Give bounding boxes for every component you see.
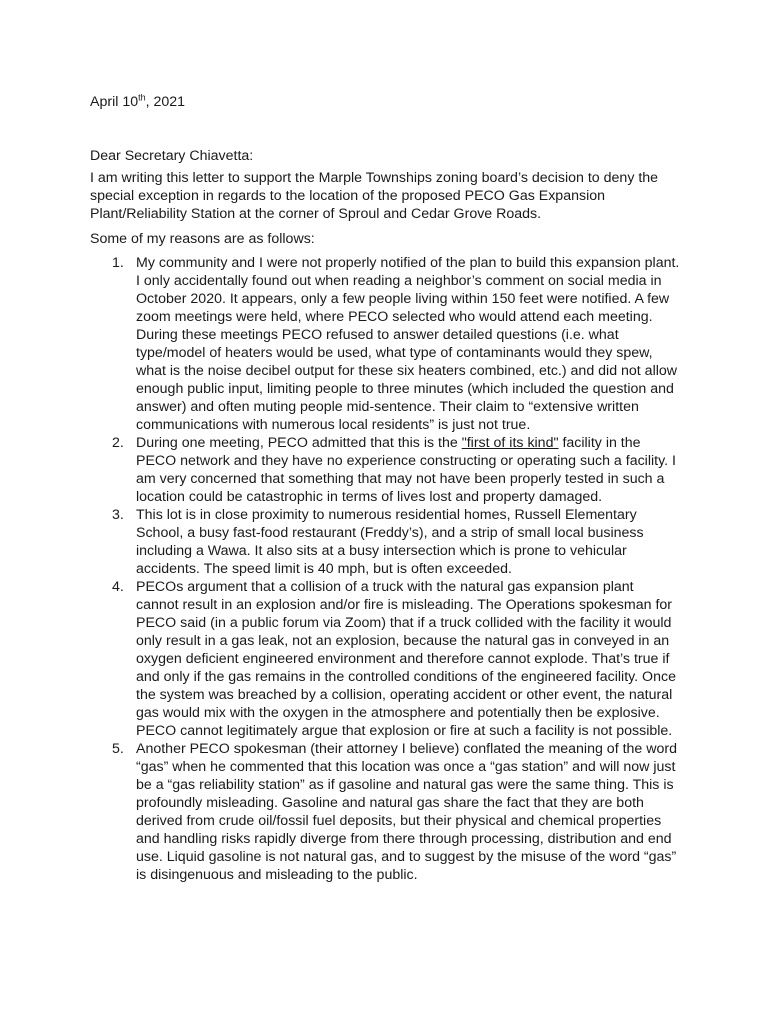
reason-text-after: facility in the PECO network and they have no experience constructing or operating such a facility. I am very concerned that something that may not have been properly tested in such a location could be catastrophic in terms of lives lost and property damaged.: [136, 435, 676, 505]
reason-item-4: [112, 578, 680, 740]
reason-text: This lot is in close proximity to numerous residential homes, Russell Elementary School, a busy fast-food restaurant (Freddy’s), and a strip of small local business including a Wawa. It also sits at a busy intersection which is prone to vehicular accidents. The speed limit is 40 mph, but is often exceeded.: [136, 507, 644, 577]
reason-number: 1.: [112, 255, 124, 271]
reason-text: Another PECO spokesman (their attorney I believe) conflated the meaning of the word “gas” when he commented that this location was once a “gas station” and will now just be a “gas reliability station” as if gasoline and natural gas were the same thing. This is profoundly misleading. Gasoline and natural gas share the fact that they are both derived from crude oil/fossil fuel deposits, but their physical and chemical properties and handling risks rapidly diverge from there through processing, distribution and end use. Liquid gasoline is not natural gas, and to suggest by the misuse of the word “gas” is disingenuous and misleading to the public.: [136, 741, 677, 883]
letter-page: [90, 93, 680, 884]
reason-item-3: [112, 506, 680, 578]
reason-text: My community and I were not properly notified of the plan to build this expansion plant. I only accidentally found out when reading a neighbor’s comment on social media in October 2020. It appears, only a few people living within 150 feet were notified. A few zoom meetings were held, where PECO selected who would attend each meeting. During these meetings PECO refused to answer detailed questions (i.e. what type/model of heaters would be used, what type of contaminants would they spew, what is the noise decibel output for these six heaters combined, etc.) and did not allow enough public input, limiting people to three minutes (which included the question and answer) and often muting people mid-sentence. Their claim to “extensive written communications with numerous local residents” is just not true.: [136, 255, 680, 433]
intro-paragraph: I am writing this letter to support the Marple Townships zoning board’s decision to deny the special exception in regards to the location of the proposed PECO Gas Expansion Plant/Reliability Station at the corner of Sproul and Cedar Grove Roads.: [90, 170, 659, 222]
date-prefix: April 10: [90, 94, 139, 110]
reason-text-underlined: "first of its kind": [461, 435, 559, 451]
reason-item-2: [112, 434, 680, 506]
date-suffix: th: [138, 92, 146, 103]
reason-number: 3.: [112, 507, 124, 523]
reason-item-1: [112, 254, 680, 434]
letter-date: [90, 93, 680, 111]
reason-number: 4.: [112, 579, 124, 595]
reason-text: PECOs argument that a collision of a truck with the natural gas expansion plant cannot result in an explosion and/or fire is misleading. The Operations spokesman for PECO said (in a public forum via Zoom) that if a truck collided with the facility it would only result in a gas leak, not an explosion, because the natural gas in conveyed in an oxygen deficient engineered environment and therefore cannot explode. That’s true if and only if the gas remains in the controlled conditions of the engineered facility. Once the system was breached by a collision, operating accident or other event, the natural gas would mix with the oxygen in the atmosphere and potentially then be explosive. PECO cannot legitimately argue that explosion or fire at such a facility is not possible.: [136, 579, 676, 739]
reason-number: 5.: [112, 741, 124, 757]
date-year: , 2021: [145, 94, 186, 110]
salutation: Dear Secretary Chiavetta:: [90, 148, 254, 164]
reason-item-5: [112, 740, 680, 884]
reason-text-before: During one meeting, PECO admitted that this is the: [136, 435, 462, 451]
reasons-lead: Some of my reasons are as follows:: [90, 231, 315, 247]
reason-number: 2.: [112, 435, 124, 451]
reasons-list: [90, 254, 680, 884]
